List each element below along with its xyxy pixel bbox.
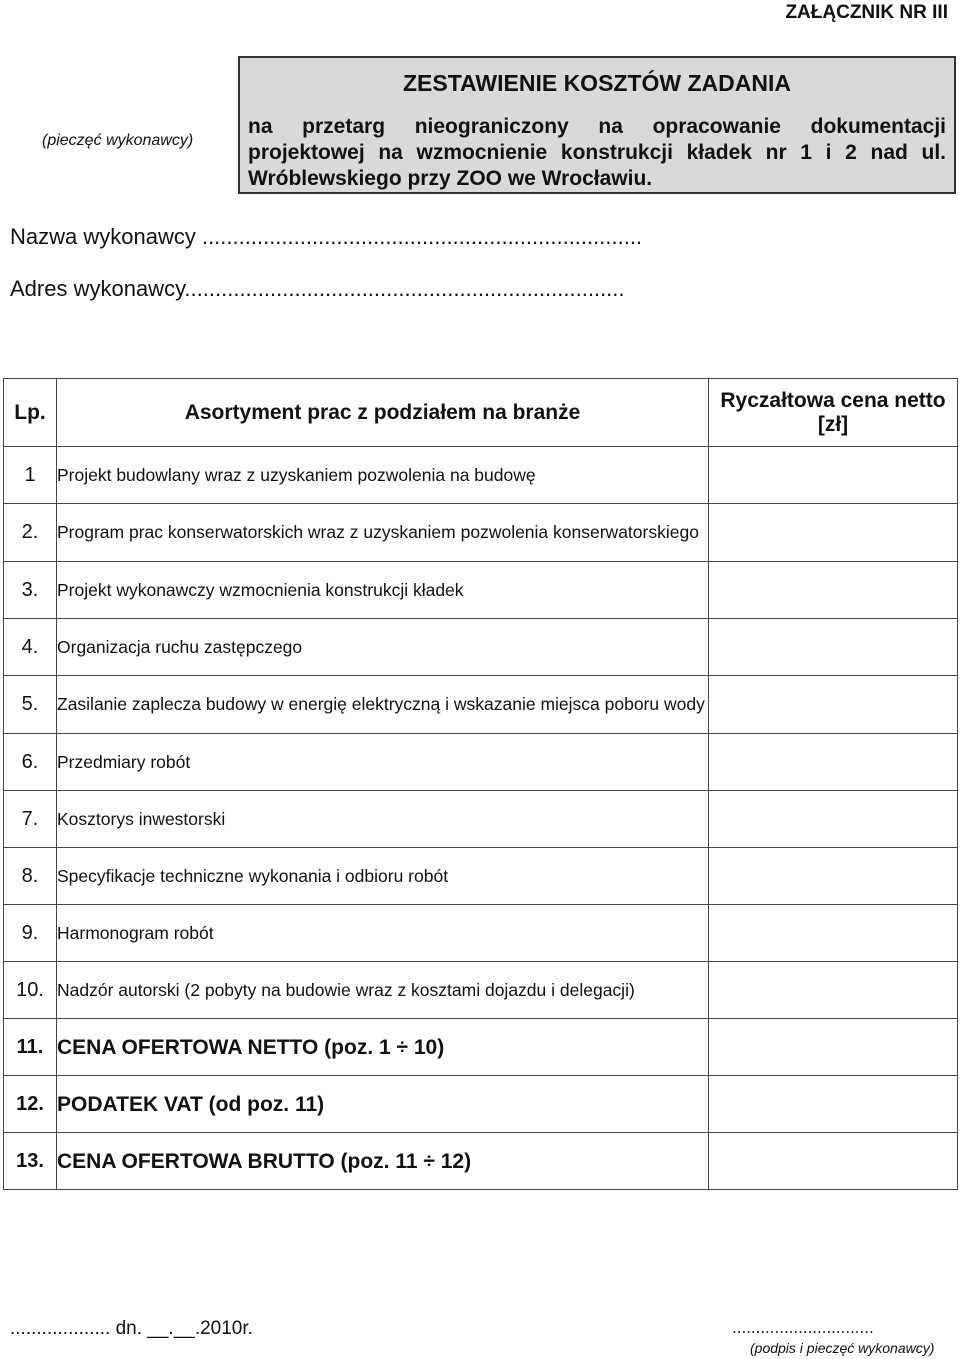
row-number: 8. <box>4 848 57 905</box>
table-row <box>4 791 958 848</box>
row-price-cell[interactable] <box>709 962 958 1019</box>
table-row <box>4 562 958 619</box>
row-number: 1 <box>4 447 57 504</box>
table-row <box>4 619 958 676</box>
row-description: Organizacja ruchu zastępczego <box>57 619 709 676</box>
row-price-cell[interactable] <box>709 905 958 962</box>
attachment-label: ZAŁĄCZNIK NR III <box>785 2 948 23</box>
table-row <box>4 447 958 504</box>
row-price-cell[interactable] <box>709 447 958 504</box>
row-number: 7. <box>4 791 57 848</box>
row-description: Specyfikacje techniczne wykonania i odbioru robót <box>57 848 709 905</box>
row-price-cell[interactable] <box>709 1133 958 1190</box>
header-lp: Lp. <box>4 379 57 447</box>
row-description: Kosztorys inwestorski <box>57 791 709 848</box>
document-title: ZESTAWIENIE KOSZTÓW ZADANIA <box>402 70 791 96</box>
date-line[interactable]: ................... dn. __.__.2010r. <box>10 1318 253 1339</box>
row-description: CENA OFERTOWA NETTO (poz. 1 ÷ 10) <box>57 1019 709 1076</box>
row-price-cell[interactable] <box>709 562 958 619</box>
row-number: 10. <box>4 962 57 1019</box>
signature-label: (podpis i pieczęć wykonawcy) <box>750 1340 935 1356</box>
row-number: 9. <box>4 905 57 962</box>
header-description: Asortyment prac z podziałem na branże <box>57 379 709 447</box>
row-price-cell[interactable] <box>709 676 958 734</box>
header-price: Ryczałtowa cena netto [zł] <box>709 379 958 447</box>
row-price-cell[interactable] <box>709 504 958 562</box>
row-number: 5. <box>4 676 57 734</box>
row-price-cell[interactable] <box>709 619 958 676</box>
table-header-row <box>4 379 958 447</box>
row-description: Projekt budowlany wraz z uzyskaniem pozwolenia na budowę <box>57 447 709 504</box>
signature-line[interactable]: .............................. <box>732 1318 874 1337</box>
row-description: Zasilanie zaplecza budowy w energię elektryczną i wskazanie miejsca poboru wody <box>57 676 709 734</box>
row-number: 4. <box>4 619 57 676</box>
table-row <box>4 848 958 905</box>
title-box <box>238 56 956 194</box>
table-row-total-gross <box>4 1133 958 1190</box>
row-number: 13. <box>4 1133 57 1190</box>
row-number: 6. <box>4 734 57 791</box>
table-row <box>4 504 958 562</box>
row-number: 11. <box>4 1019 57 1076</box>
contractor-address-field[interactable]: Adres wykonawcy........................................................................ <box>10 276 625 301</box>
row-description: Nadzór autorski (2 pobyty na budowie wraz z kosztami dojazdu i delegacji) <box>57 962 709 1019</box>
row-price-cell[interactable] <box>709 1076 958 1133</box>
document-subtitle: na przetarg nieograniczony na opracowanie dokumentacji projektowej na wzmocnienie konstrukcji kładek nr 1 i 2 nad ul. Wróblewskiego przy ZOO we Wrocławiu. <box>248 115 946 190</box>
table-row <box>4 676 958 734</box>
row-price-cell[interactable] <box>709 791 958 848</box>
table-row <box>4 905 958 962</box>
row-number: 2. <box>4 504 57 562</box>
row-number: 12. <box>4 1076 57 1133</box>
row-description: Program prac konserwatorskich wraz z uzyskaniem pozwolenia konserwatorskiego <box>57 504 709 562</box>
row-description: CENA OFERTOWA BRUTTO (poz. 11 ÷ 12) <box>57 1133 709 1190</box>
row-price-cell[interactable] <box>709 848 958 905</box>
table-row-total-net <box>4 1019 958 1076</box>
contractor-name-field[interactable]: Nazwa wykonawcy ........................................................................ <box>10 224 643 249</box>
row-description: PODATEK VAT (od poz. 11) <box>57 1076 709 1133</box>
row-description: Harmonogram robót <box>57 905 709 962</box>
contractor-stamp-placeholder: (pieczęć wykonawcy) <box>42 132 194 149</box>
row-price-cell[interactable] <box>709 1019 958 1076</box>
row-description: Projekt wykonawczy wzmocnienia konstrukcji kładek <box>57 562 709 619</box>
cost-table <box>3 378 958 1190</box>
table-row-vat <box>4 1076 958 1133</box>
table-row <box>4 734 958 791</box>
row-description: Przedmiary robót <box>57 734 709 791</box>
row-price-cell[interactable] <box>709 734 958 791</box>
table-row <box>4 962 958 1019</box>
row-number: 3. <box>4 562 57 619</box>
